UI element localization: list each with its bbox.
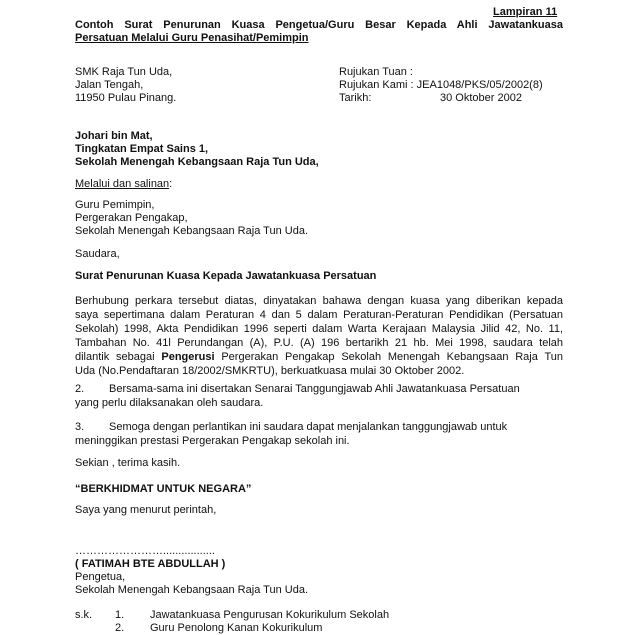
paragraph-1-line: Tambahan No. 41l Perundangan (A), P.U. (A) 196 bertarikh 21 hb. Mei 1998, saudara telah (75, 337, 563, 349)
sender-line: SMK Raja Tun Uda, (75, 66, 173, 78)
cc-item-text: Guru Penolong Kanan Kokurikulum (150, 622, 323, 634)
via-line: Pergerakan Pengakap, (75, 212, 188, 224)
cc-label: s.k. (75, 609, 93, 621)
recipient-block (75, 130, 319, 169)
signer-title: Pengetua, (75, 571, 126, 583)
recipient-line: Johari bin Mat, (75, 130, 153, 142)
our-ref-value: JEA1048/PKS/05/2002(8) (416, 79, 543, 91)
signer-name: ( FATIMAH BTE ABDULLAH ) (75, 558, 226, 570)
via-line: Sekolah Menengah Kebangsaan Raja Tun Uda. (75, 225, 309, 237)
cc-item-text: Jawatankuasa Pengurusan Kokurikulum Sekolah (150, 609, 390, 621)
letter-heading-line1: Contoh Surat Penurunan Kuasa Pengetua/Guru Besar Kepada Ahli Jawatankuasa (75, 19, 563, 31)
paragraph-1-line: dilantik sebagai Pengerusi Pergerakan Pengakap Sekolah Menengah Kebangsaan Raja Tun (75, 351, 563, 363)
via-block (75, 199, 308, 238)
paragraph-2: 2. Bersama-sama ini disertakan Senarai Tanggungjawab Ahli Jawatankuasa Persatuan yang perlu dilaksanakan oleh saudara. (75, 383, 520, 409)
paragraph-number: 3. (75, 421, 85, 433)
appendix-label: Lampiran 11 (493, 6, 558, 18)
paragraph-1 (75, 294, 563, 378)
recipient-line: Tingkatan Empat Sains 1, (75, 143, 209, 155)
your-ref-label: Rujukan Tuan : (339, 66, 413, 78)
paragraph-number: 2. (75, 383, 85, 395)
letter-heading-line2: Persatuan Melalui Guru Penasihat/Pemimpin (75, 32, 309, 44)
signer-school: Sekolah Menengah Kebangsaan Raja Tun Uda. (75, 584, 309, 596)
paragraph-1-line: Uda (No.Pendaftaran 18/2002/SMKRTU), berkuatkuasa mulai 30 Oktober 2002. (75, 365, 465, 377)
signature-line: ……………………................. (75, 545, 215, 557)
via-colon: : (169, 178, 173, 190)
paragraph-3: 3. Semoga dengan perlantikan ini saudara dapat menjalankan tanggungjawab untuk meninggikan prestasi Pergerakan Pengakap sekolah ini. (75, 421, 508, 447)
date-value: 30 Oktober 2002 (440, 92, 522, 104)
recipient-line: Sekolah Menengah Kebangsaan Raja Tun Uda, (75, 156, 319, 168)
cc-block (75, 609, 555, 634)
paragraph-1-line: Sekolah) 1998, Akta Pendidikan 1996 seperti dalam Warta Kerajaan Malaysia Jilid 42, No. 11, (75, 323, 563, 335)
via-heading (75, 178, 172, 190)
salutation: Saudara, (75, 248, 120, 260)
date-label: Tarikh: (339, 92, 372, 104)
cc-item-number: 2. (115, 622, 125, 634)
sender-line: Jalan Tengah, (75, 79, 144, 91)
motto: “BERKHIDMAT UNTUK NEGARA” (75, 483, 252, 495)
closing: Sekian , terima kasih. (75, 457, 181, 469)
signer-block (75, 558, 308, 597)
role-highlight: Pengerusi (161, 351, 215, 363)
via-label: Melalui dan salinan (75, 178, 170, 190)
sender-line: 11950 Pulau Pinang. (75, 92, 177, 104)
via-line: Guru Pemimpin, (75, 199, 155, 211)
paragraph-1-line: saya sepertimana dalam Peraturan 4 dan 5 dalam Peraturan-Peraturan Pendidikan (Persatuan (75, 309, 563, 321)
paragraph-1-line: Berhubung perkara tersebut diatas, dinyatakan bahawa dengan kuasa yang diberikan kepada (75, 295, 563, 307)
subject-line: Surat Penurunan Kuasa Kepada Jawatankuasa Persatuan (75, 270, 377, 282)
reference-block (339, 66, 543, 105)
our-ref-label: Rujukan Kami : (339, 79, 414, 91)
cc-item-number: 1. (115, 609, 125, 621)
sender-address (75, 66, 176, 105)
yours-faithfully: Saya yang menurut perintah, (75, 504, 217, 516)
